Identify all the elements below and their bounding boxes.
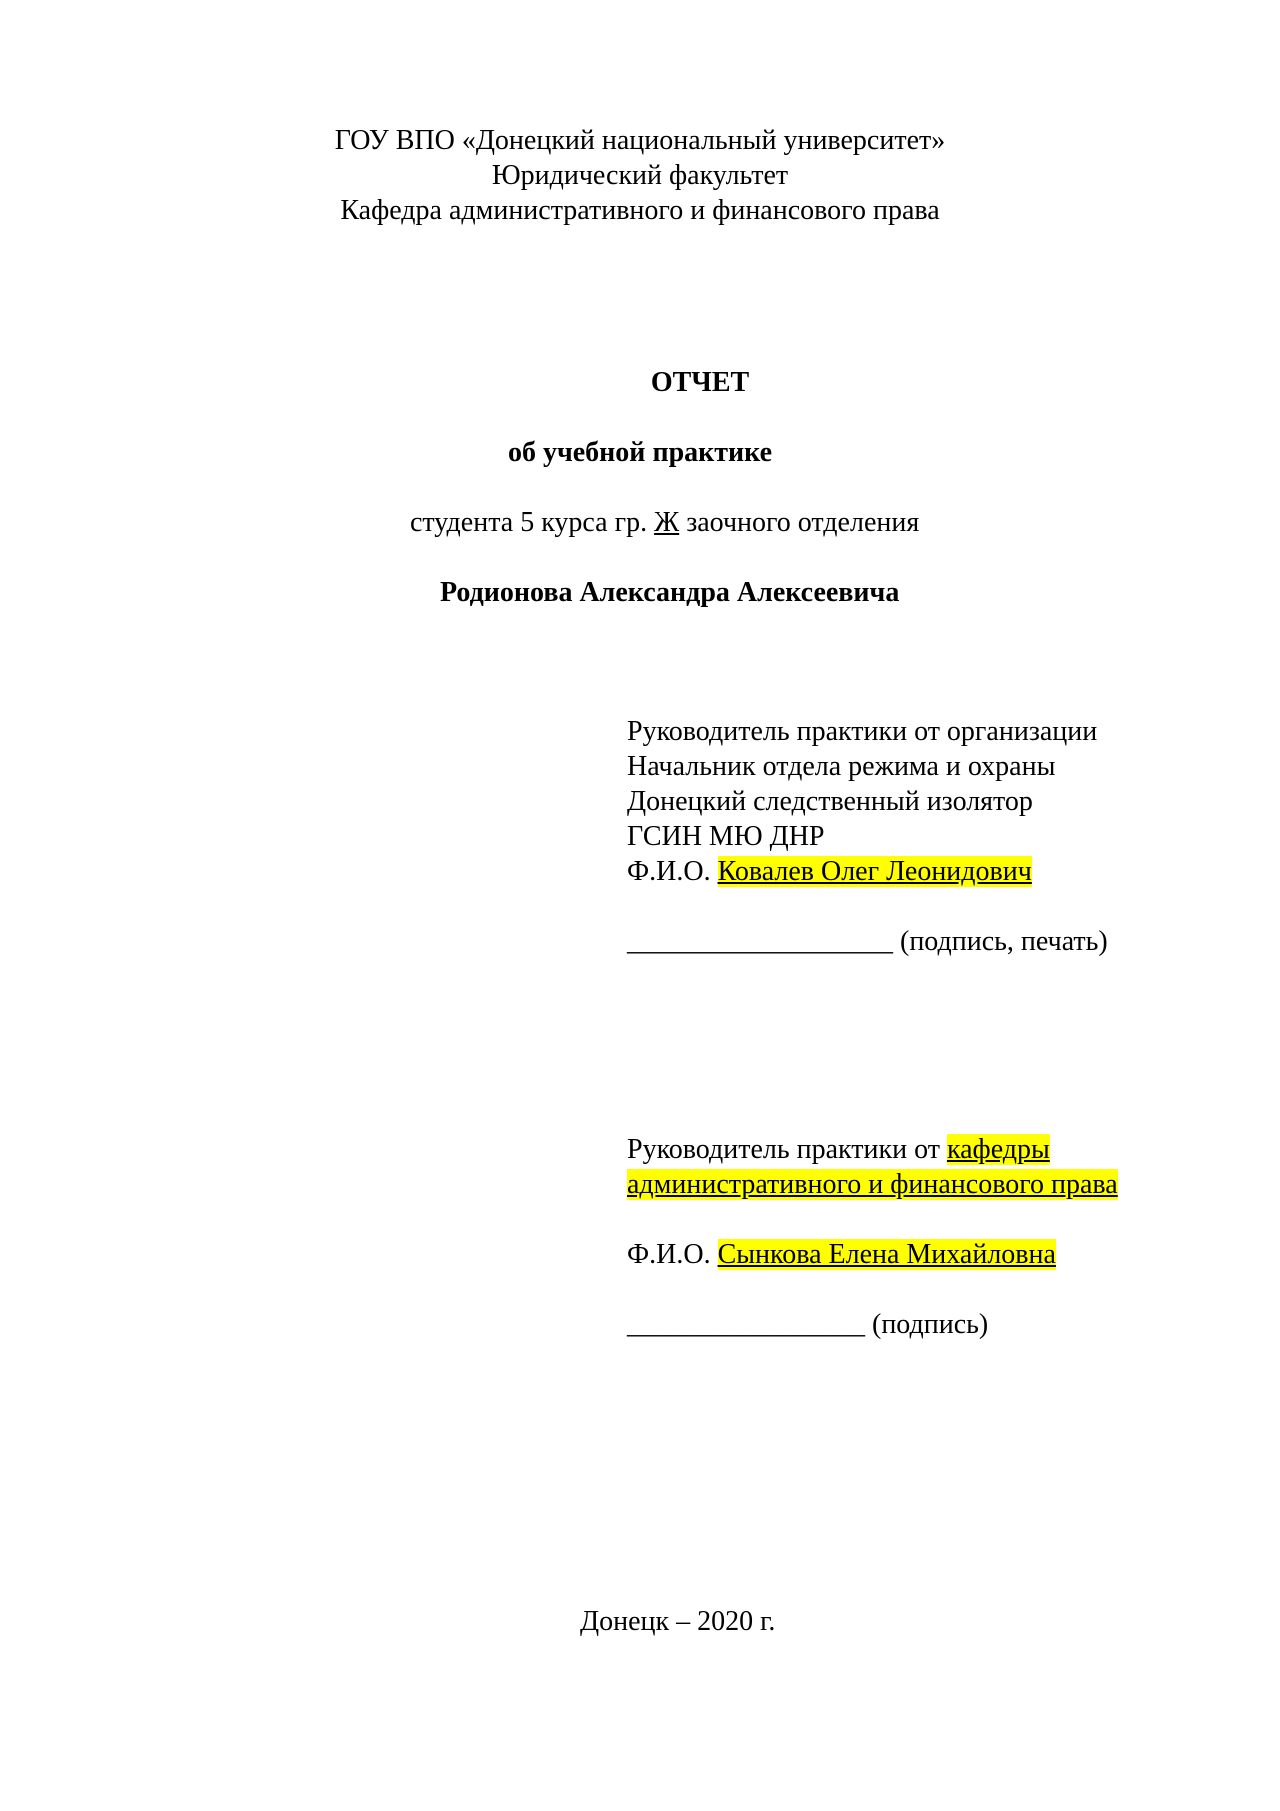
fio-label: Ф.И.О. (627, 1239, 711, 1270)
signature-label: (подпись) (872, 1309, 989, 1340)
student-name: Родионова Александра Алексеевича (440, 577, 900, 608)
report-subtitle: об учебной практике (507, 437, 773, 468)
dept-supervisor-highlight1: кафедры (946, 1134, 1050, 1165)
university-name: ГОУ ВПО «Донецкий национальный университет» (334, 125, 946, 156)
dept-supervisor-line1 (627, 1133, 1050, 1167)
org-supervisor-line1: Руководитель практики от организации (627, 716, 1098, 747)
student-line-suffix: заочного отделения (686, 507, 920, 538)
dept-supervisor-signature (627, 1308, 988, 1342)
student-course-line (410, 506, 919, 540)
signature-label: (подпись, печать) (900, 926, 1108, 957)
city-year: Донецк – 2020 г. (580, 1606, 776, 1637)
org-supervisor-fio-value: Ковалев Олег Леонидович (717, 856, 1032, 887)
group-code: Ж (654, 507, 680, 538)
org-supervisor-signature (627, 925, 1108, 959)
dept-supervisor-highlight2: административного и финансового права (627, 1169, 1118, 1200)
report-title: ОТЧЕТ (650, 367, 750, 398)
signature-blank: _________________ (627, 1309, 865, 1340)
dept-supervisor-line2 (627, 1168, 1118, 1202)
org-supervisor-fio (627, 855, 1032, 889)
student-line-prefix: студента 5 курса гр. (410, 507, 648, 538)
org-supervisor-line2: Начальник отдела режима и охраны (627, 751, 1056, 782)
signature-blank: ___________________ (627, 926, 893, 957)
department-name: Кафедра административного и финансового права (340, 195, 940, 226)
fio-label: Ф.И.О. (627, 856, 711, 887)
org-supervisor-line3: Донецкий следственный изолятор (627, 786, 1033, 817)
dept-supervisor-prefix: Руководитель практики от (627, 1134, 940, 1165)
faculty-name: Юридический факультет (491, 160, 789, 191)
dept-supervisor-fio-value: Сынкова Елена Михайловна (717, 1239, 1056, 1270)
dept-supervisor-fio (627, 1238, 1056, 1272)
org-supervisor-line4: ГСИН МЮ ДНР (627, 821, 825, 852)
